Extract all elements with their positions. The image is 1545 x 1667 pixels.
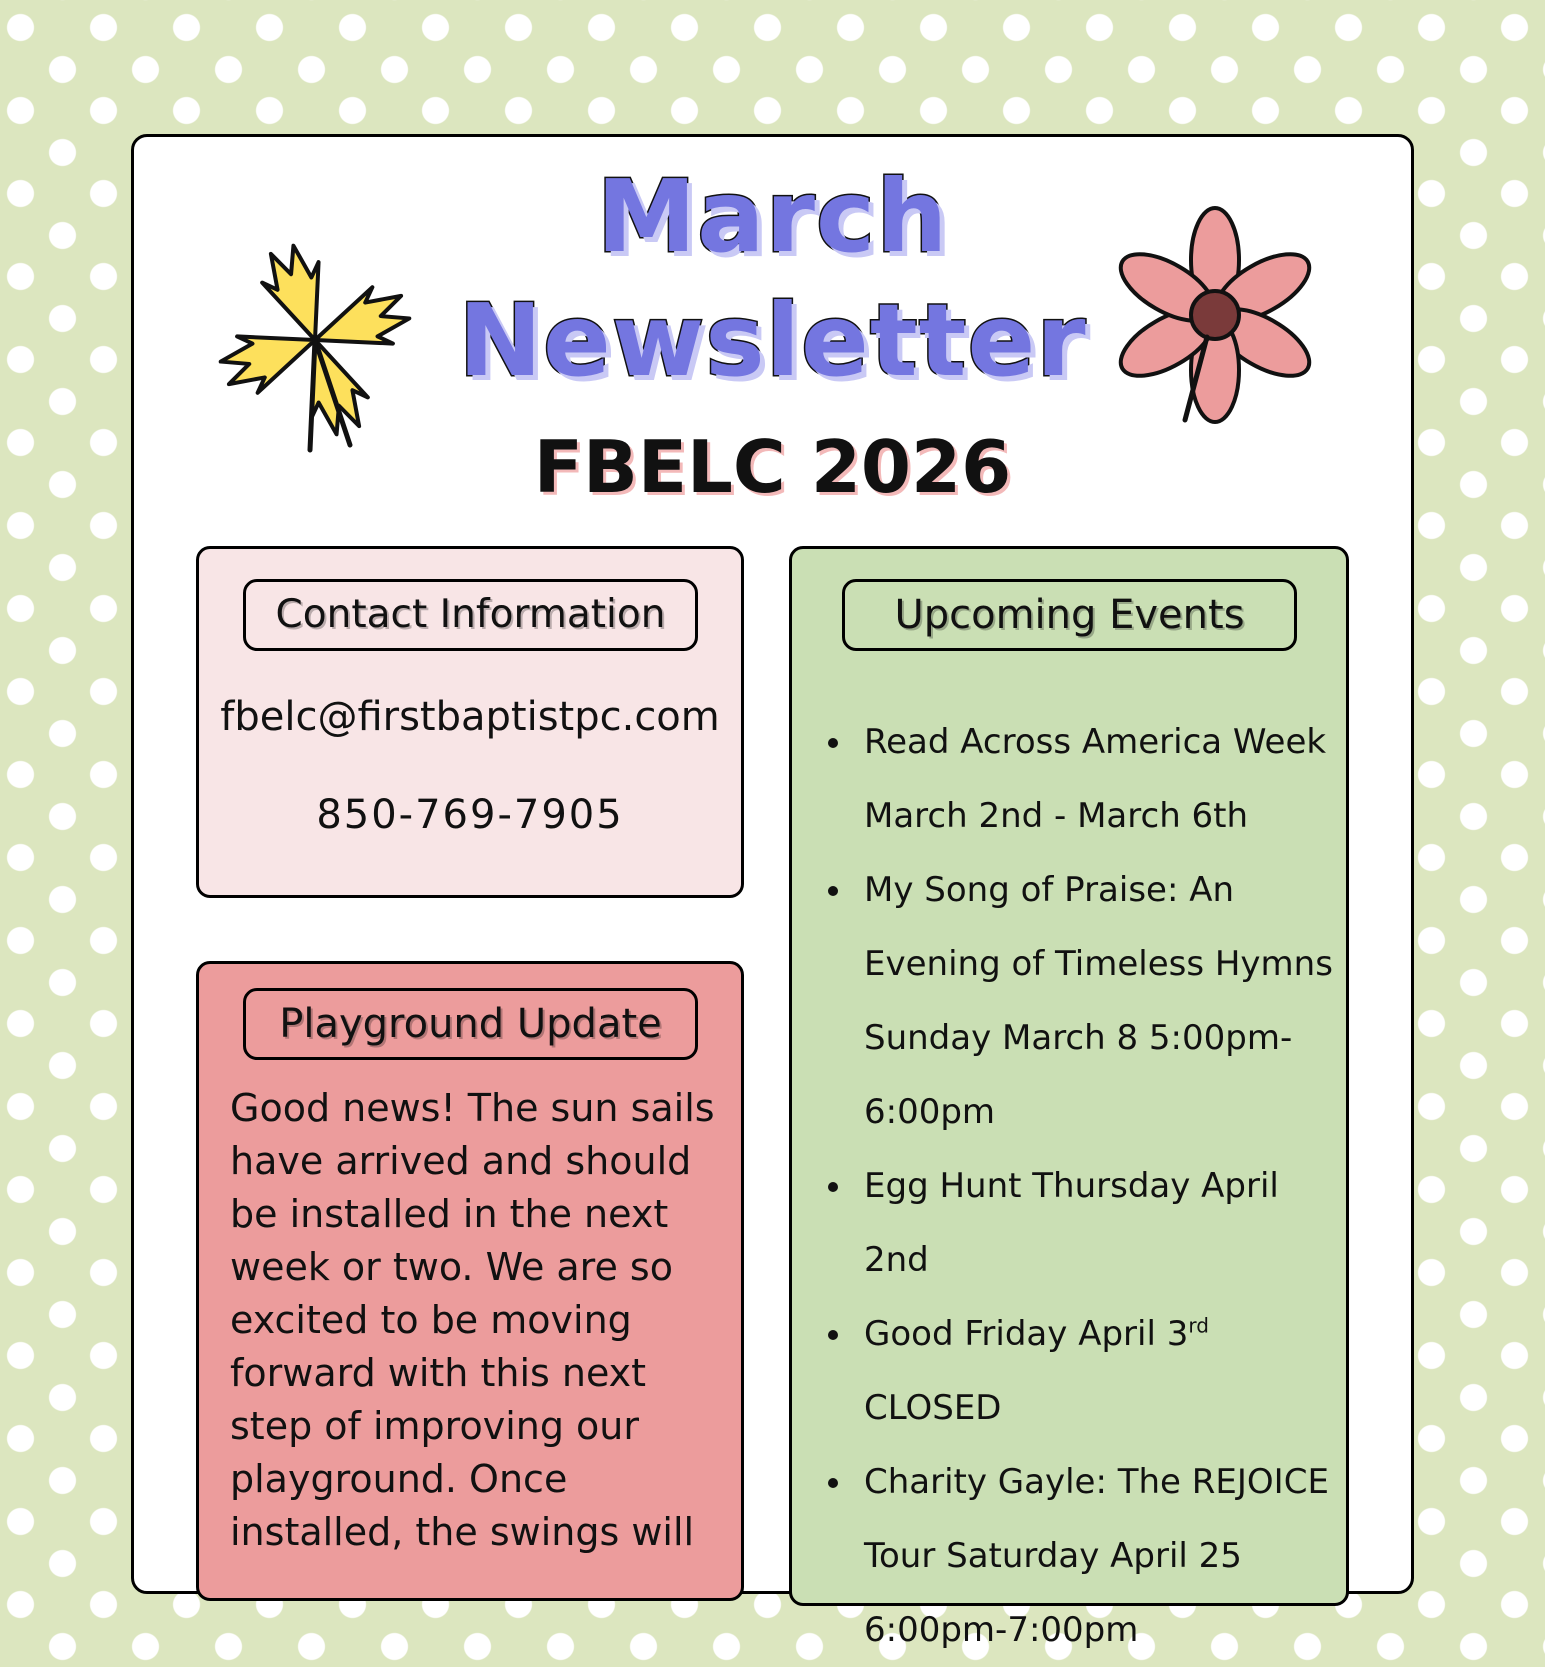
event-text: Read Across America Week March 2nd - March 6th xyxy=(864,722,1327,836)
contact-email[interactable]: fbelc@firstbaptistpc.com xyxy=(220,694,720,740)
event-item xyxy=(826,1445,1346,1667)
event-text: Charity Gayle: The REJOICE Tour Saturday April 25 6:00pm-7:00pm xyxy=(864,1462,1329,1650)
event-text-suffix: CLOSED xyxy=(864,1388,1002,1428)
playground-heading: Playground Update xyxy=(243,988,698,1060)
event-text: My Song of Praise: An Evening of Timeless Hymns Sunday March 8 5:00pm-6:00pm xyxy=(864,870,1333,1132)
event-item xyxy=(826,705,1346,853)
event-item xyxy=(826,1149,1346,1297)
contact-heading: Contact Information xyxy=(243,579,698,651)
newsletter-title-month: March xyxy=(596,158,949,275)
event-item xyxy=(826,1297,1346,1445)
event-item xyxy=(826,853,1346,1149)
event-text: Good Friday April 3 xyxy=(864,1314,1189,1354)
event-text: Egg Hunt Thursday April 2nd xyxy=(864,1166,1279,1280)
events-heading: Upcoming Events xyxy=(842,579,1297,651)
playground-body: Good news! The sun sails have arrived and should be installed in the next week or two. We are so excited to be moving forward with this next step of improving our playground. Once installed, the swings will xyxy=(230,1086,715,1554)
events-list xyxy=(826,705,1346,1667)
contact-phone[interactable]: 850-769-7905 xyxy=(316,792,624,838)
newsletter-subtitle: FBELC 2026 xyxy=(533,425,1012,509)
event-superscript: rd xyxy=(1188,1313,1209,1338)
newsletter-title: Newsletter xyxy=(458,282,1087,399)
